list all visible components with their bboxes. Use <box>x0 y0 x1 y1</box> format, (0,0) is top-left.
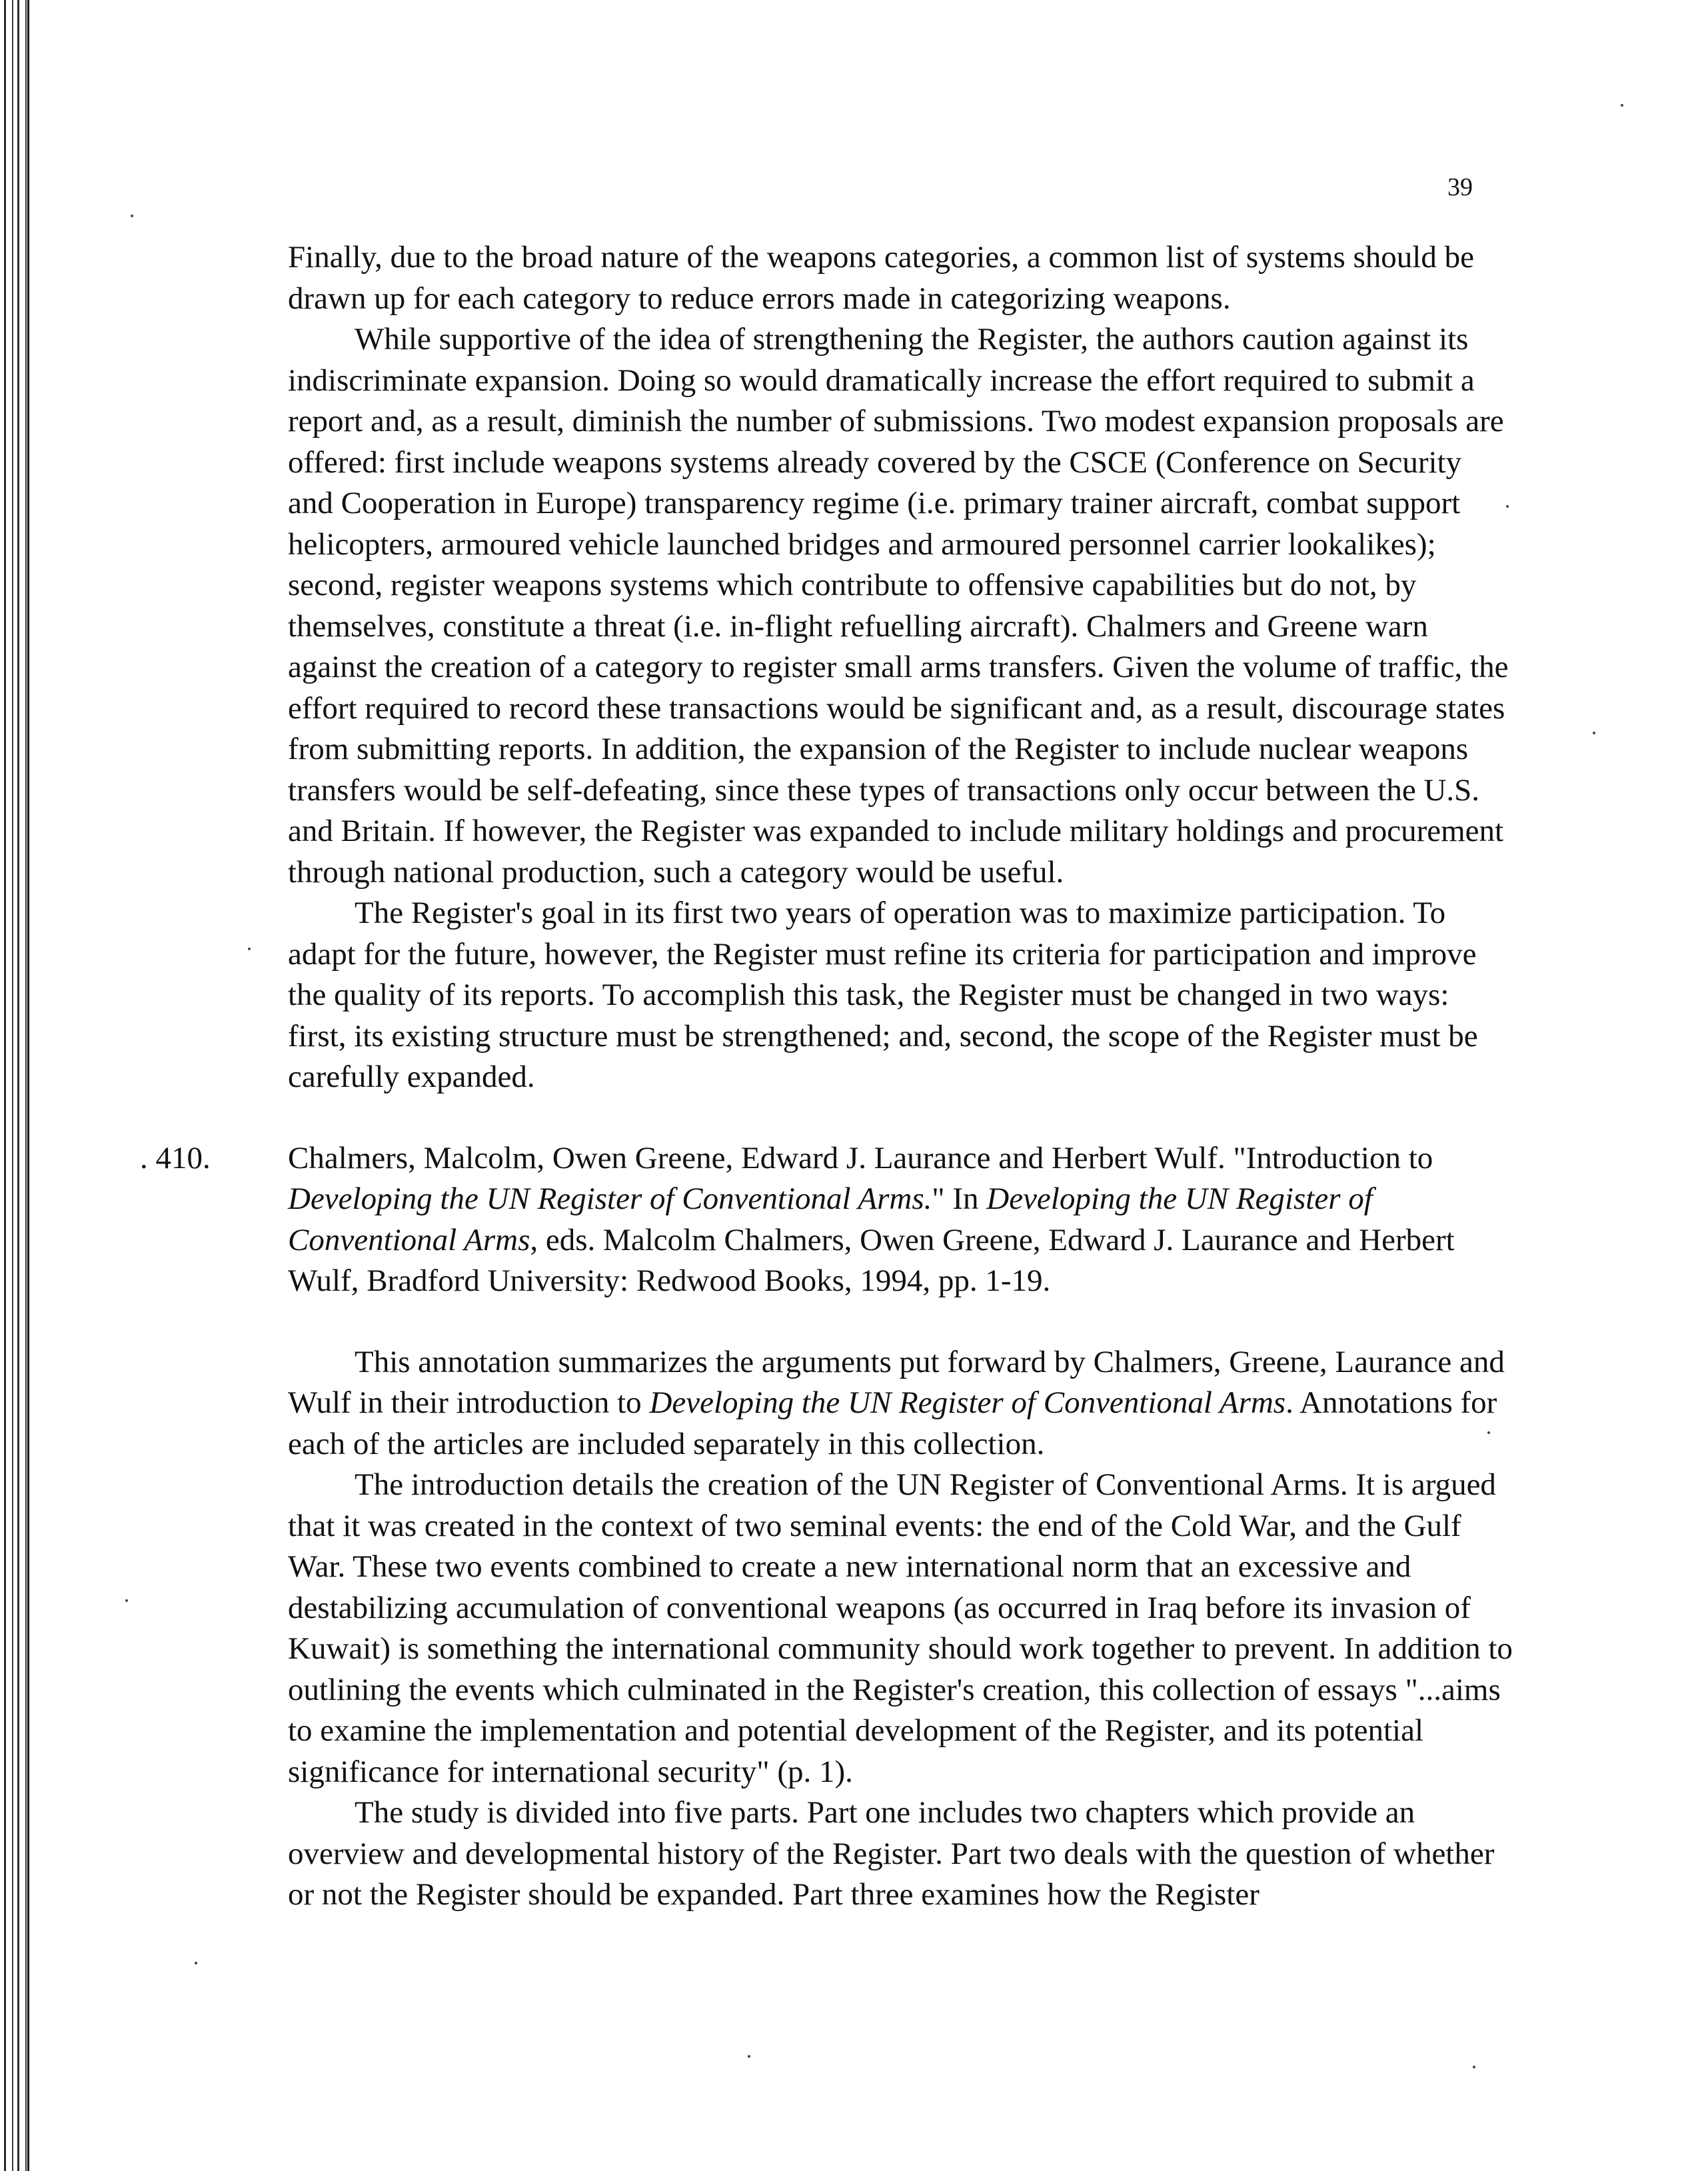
paragraph-annotation-summary <box>288 1342 1514 1465</box>
summary-book-title: Developing the UN Register of Conventional Arms <box>649 1385 1286 1420</box>
bibliography-entry-410 <box>140 1138 1514 1302</box>
document-body <box>140 237 1514 1916</box>
scan-speck <box>195 1962 197 1964</box>
citation-details: , eds. Malcolm Chalmers, Owen Greene, Edward J. Laurance and Herbert Wulf, Bradford University: Redwood Books, 1994, pp. 1-19. <box>288 1222 1455 1298</box>
page-number: 39 <box>1447 173 1473 201</box>
summary-text-b: . Annotations for each of the articles are included separately in this collection. <box>288 1385 1497 1461</box>
entry-citation <box>288 1138 1514 1302</box>
citation-authors: Chalmers, Malcolm, Owen Greene, Edward J. Laurance and Herbert Wulf. "Introduction to <box>288 1140 1433 1175</box>
paragraph-continuation: Finally, due to the broad nature of the weapons categories, a common list of systems should be drawn up for each category to reduce errors made in categorizing weapons. <box>288 240 1474 316</box>
paragraph-expansion-caution: While supportive of the idea of strengthening the Register, the authors caution against its indiscriminate expansion. Doing so would dramatically increase the effort required to submit a report and, as a result, diminish the number of submissions. Two modest expansion proposals are offered: first include weapons systems already covered by the CSCE (Conference on Security and Cooperation in Europe) transparency regime (i.e. primary trainer aircraft, combat support helicopters, armoured vehicle launched bridges and armoured personnel carrier lookalikes); second, register weapons systems which contribute to offensive capabilities but do not, by themselves, constitute a threat (i.e. in-flight refuelling aircraft). Chalmers and Greene warn against the creation of a category to register small arms transfers. Given the volume of traffic, the effort required to record these transactions would be significant and, as a result, discourage states from submitting reports. In addition, the expansion of the Register to include nuclear weapons transfers would be self-defeating, since these types of transactions only occur between the U.S. and Britain. If however, the Register was expanded to include military holdings and procurement through national production, such a category would be useful. <box>288 322 1509 890</box>
scan-speck <box>248 948 251 950</box>
scan-binding-edge <box>0 0 29 2171</box>
summary-text-a: This annotation summarizes the arguments put forward by Chalmers, Greene, Laurance and Wulf in their introduction to <box>288 1344 1505 1420</box>
paragraph-introduction-details: The introduction details the creation of the UN Register of Conventional Arms. It is argued that it was created in the context of two seminal events: the end of the Cold War, and the Gulf War. These two events combined to create a new international norm that an excessive and destabilizing accumulation of conventional weapons (as occurred in Iraq before its invasion of Kuwait) is something the international community should work together to prevent. In addition to outlining the events which culminated in the Register's creation, this collection of essays "...aims to examine the implementation and potential development of the Register, and its potential significance for international security" (p. 1). <box>288 1467 1513 1789</box>
scan-speck <box>748 2055 750 2058</box>
scan-speck <box>125 1599 128 1602</box>
paragraph-study-parts: The study is divided into five parts. Part one includes two chapters which provide an overview and developmental history of the Register. Part two deals with the question of whether or not the Register should be expanded. Part three examines how the Register <box>288 1795 1495 1912</box>
paragraph-register-goal: The Register's goal in its first two years of operation was to maximize participation. To adapt for the future, however, the Register must refine its criteria for participation and improve the quality of its reports. To accomplish this task, the Register must be changed in two ways: first, its existing structure must be strengthened; and, second, the scope of the Register must be carefully expanded. <box>288 896 1478 1094</box>
citation-in: " In <box>932 1181 987 1216</box>
scan-speck <box>1473 2066 1475 2068</box>
scan-speck <box>1593 732 1595 734</box>
citation-title: Developing the UN Register of Conventional Arms. <box>288 1181 932 1216</box>
scan-speck <box>1506 505 1509 508</box>
citation-book-title: Developing the UN Register of Conventional Arms <box>288 1181 1373 1257</box>
scan-speck <box>131 215 133 217</box>
scan-speck <box>1621 104 1623 107</box>
scan-speck <box>1487 1431 1490 1434</box>
entry-number: . 410. <box>140 1140 211 1175</box>
